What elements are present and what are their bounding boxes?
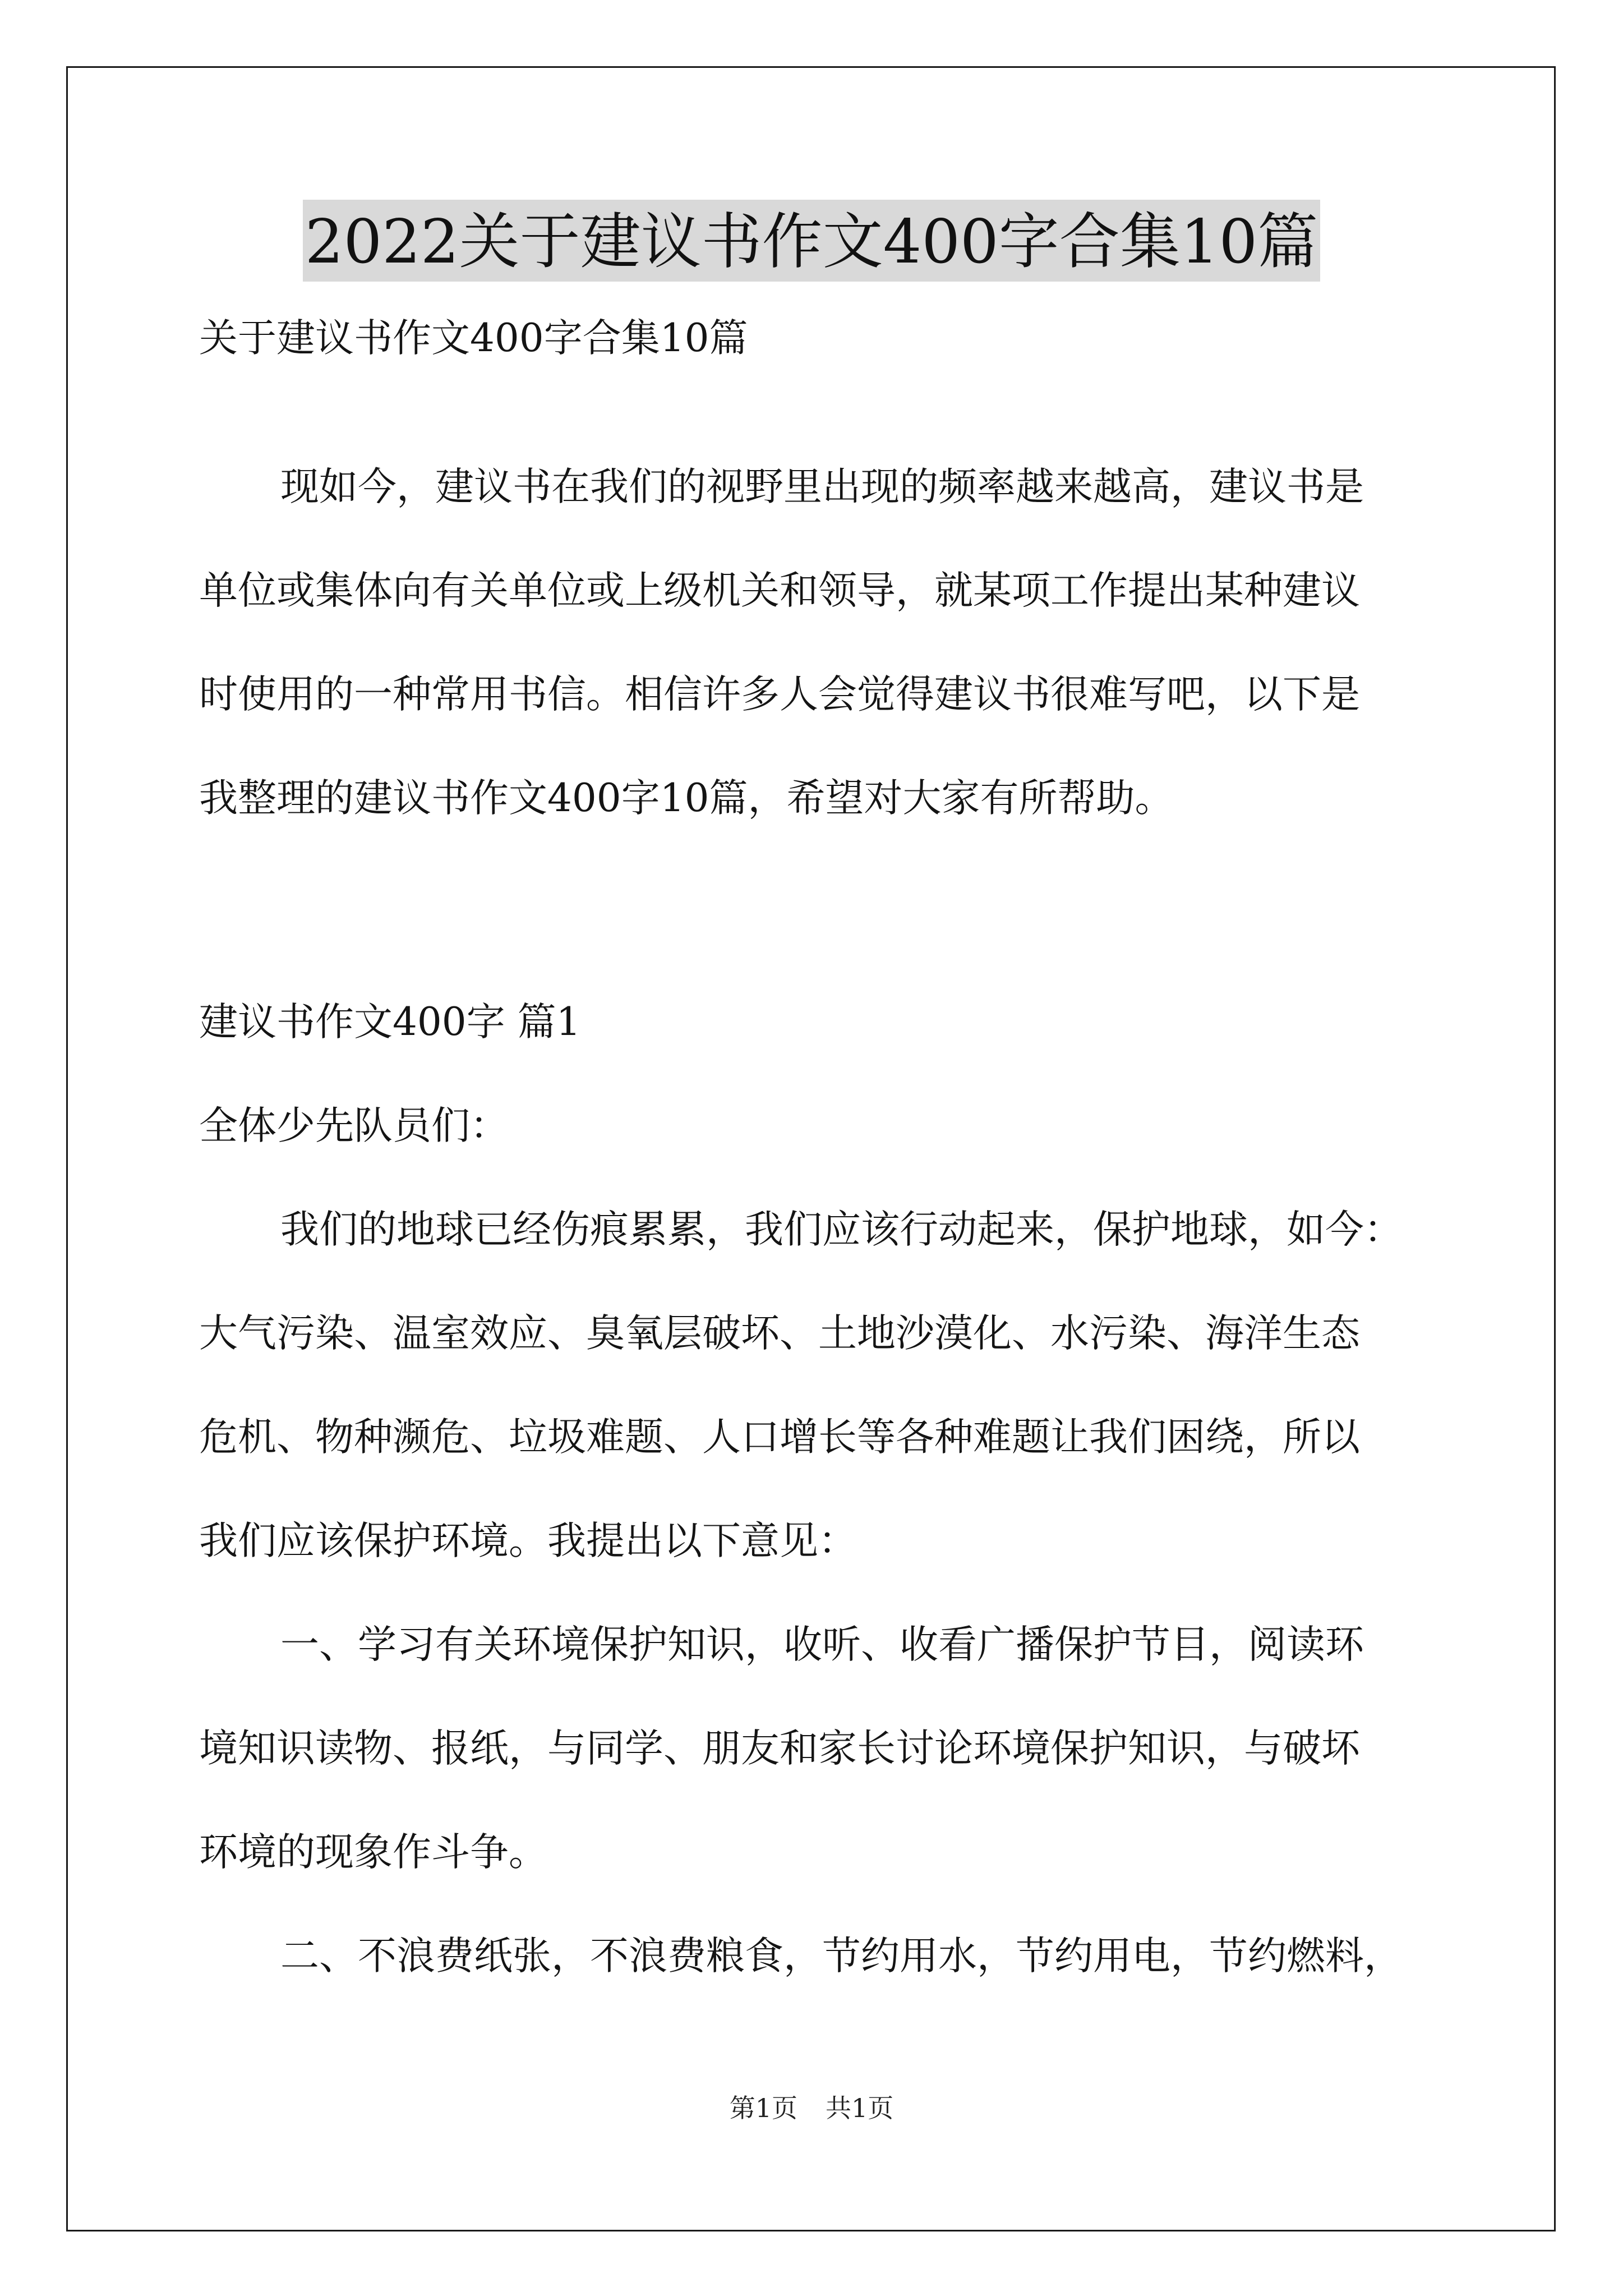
intro-line: 现如今，建议书在我们的视野里出现的频率越来越高，建议书是 [280,464,1364,509]
intro-line: 时使用的一种常用书信。相信许多人会觉得建议书很难写吧，以下是 [199,672,1360,717]
body-line: 大气污染、温室效应、臭氧层破坏、土地沙漠化、水污染、海洋生态 [199,1311,1360,1356]
body-line: 危机、物种濒危、垃圾难题、人口增长等各种难题让我们困绕，所以 [199,1415,1360,1460]
intro-line: 单位或集体向有关单位或上级机关和领导，就某项工作提出某种建议 [199,568,1360,613]
document-subtitle: 关于建议书作文400字合集10篇 [199,316,748,361]
body-line: 境知识读物、报纸，与同学、朋友和家长讨论环境保护知识，与破坏 [199,1726,1360,1771]
body-line: 二、不浪费纸张，不浪费粮食，节约用水，节约用电，节约燃料， [280,1934,1403,1978]
body-line: 我们的地球已经伤痕累累，我们应该行动起来，保护地球，如今： [280,1207,1403,1252]
intro-line: 我整理的建议书作文400字10篇，希望对大家有所帮助。 [199,776,1174,821]
body-line: 我们应该保护环境。我提出以下意见： [199,1519,857,1563]
document-title: 2022关于建议书作文400字合集10篇 [303,200,1320,282]
title-container [0,200,1623,282]
body-line: 环境的现象作斗争。 [199,1830,547,1875]
section-heading: 建议书作文400字 篇1 [199,1000,581,1045]
body-line: 一、学习有关环境保护知识，收听、收看广播保护节目，阅读环 [280,1622,1364,1667]
salutation: 全体少先队员们： [199,1103,509,1148]
page-footer [0,2091,1623,2125]
page-total: 共1页 [826,2093,894,2123]
page-number: 第1页 [729,2093,797,2123]
